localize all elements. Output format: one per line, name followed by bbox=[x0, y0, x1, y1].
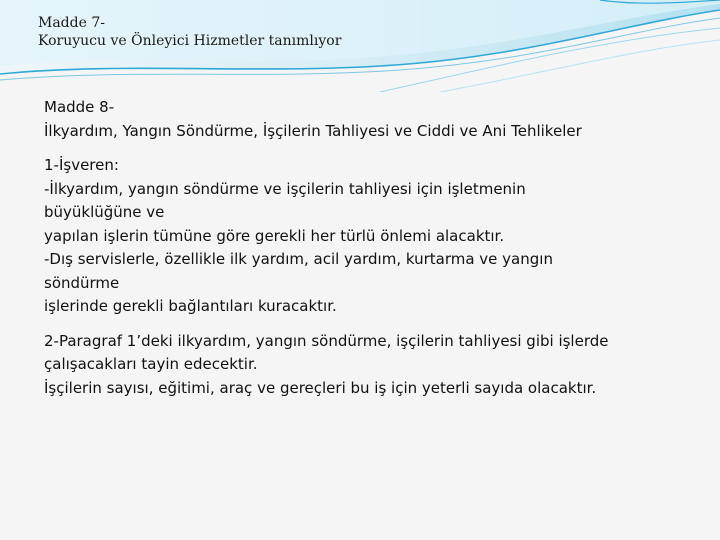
paragraph-isveren bbox=[44, 154, 684, 319]
text-line: 2-Paragraf 1’deki ilkyardım, yangın söndürme, işçilerin tahliyesi gibi işlerde bbox=[44, 331, 609, 350]
text-line: İlkyardım, Yangın Söndürme, İşçilerin Tahliyesi ve Ciddi ve Ani Tehlikeler bbox=[44, 121, 582, 140]
paragraph-2 bbox=[44, 330, 684, 401]
title-line-1: Madde 7- bbox=[38, 15, 105, 31]
text-line: çalışacakları tayin edecektir. bbox=[44, 355, 258, 373]
text-line: büyüklüğüne ve bbox=[44, 203, 165, 221]
slide-title bbox=[38, 14, 341, 50]
paragraph-madde-8 bbox=[44, 96, 684, 143]
text-line: -Dış servislerle, özellikle ilk yardım, acil yardım, kurtarma ve yangın bbox=[44, 250, 553, 268]
text-line: İşçilerin sayısı, eğitimi, araç ve gereçleri bu iş için yeterli sayıda olacaktır. bbox=[44, 378, 597, 397]
body-text bbox=[44, 96, 684, 411]
text-line: yapılan işlerin tümüne göre gerekli her türlü önlemi alacaktır. bbox=[44, 226, 505, 245]
text-line: işlerinde gerekli bağlantıları kuracaktır. bbox=[44, 297, 337, 315]
text-line: söndürme bbox=[44, 273, 120, 292]
title-line-2: Koruyucu ve Önleyici Hizmetler tanımlıyor bbox=[38, 33, 342, 49]
text-line: Madde 8- bbox=[44, 98, 115, 116]
text-line: 1-İşveren: bbox=[44, 156, 119, 174]
text-line: -İlkyardım, yangın söndürme ve işçilerin tahliyesi için işletmenin bbox=[44, 179, 526, 198]
